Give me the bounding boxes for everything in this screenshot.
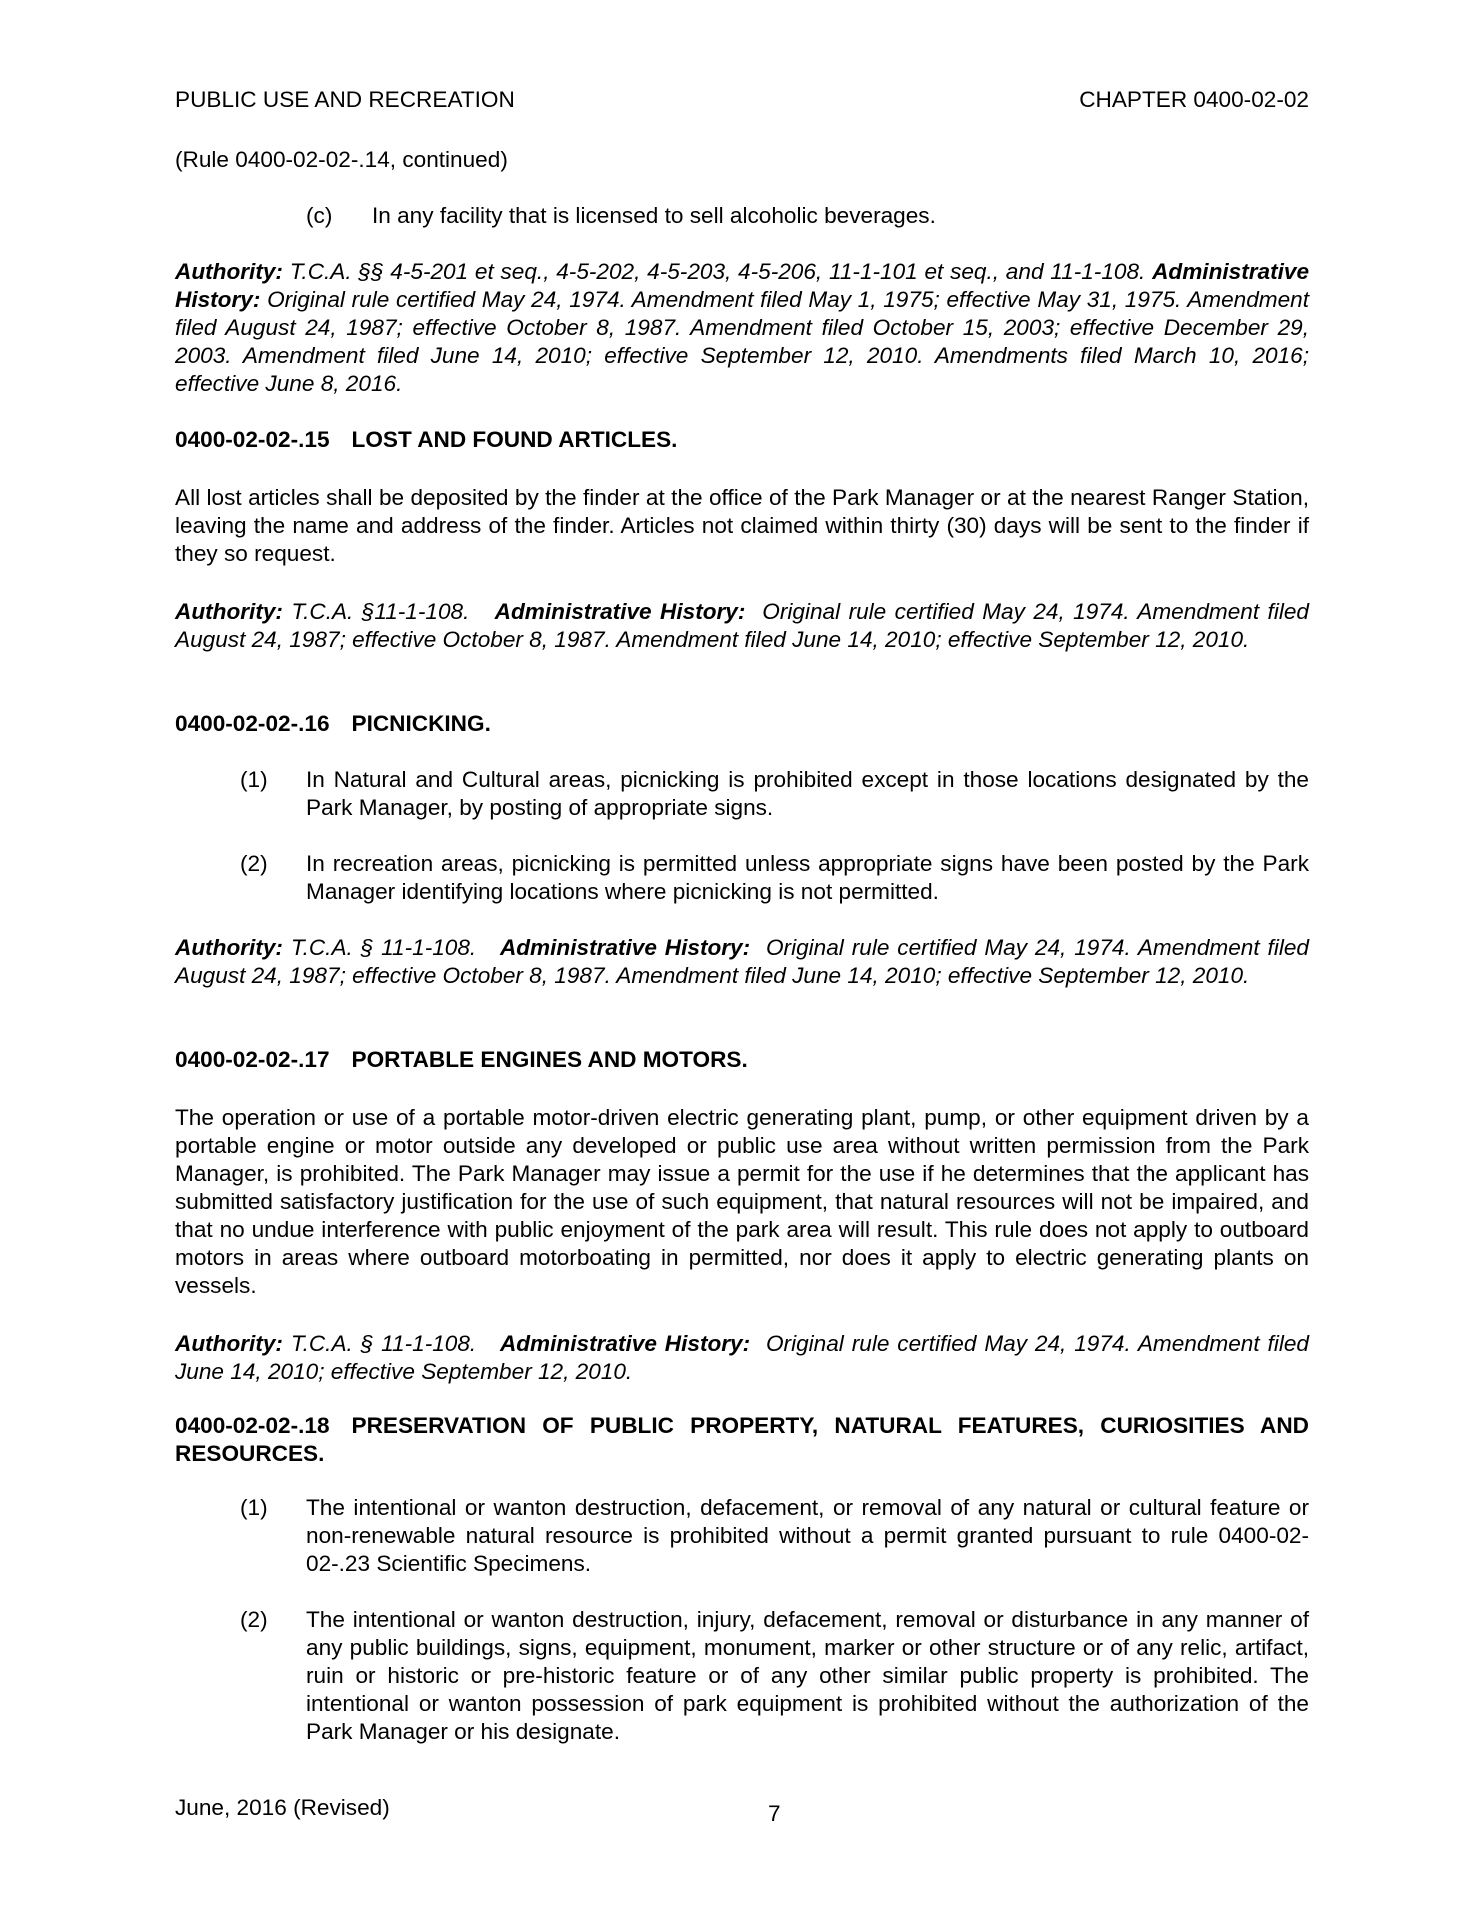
item-number: (1) [240,767,268,792]
authority-label: Authority: [175,259,283,284]
rule-code: 0400-02-02-.15 [175,427,330,452]
rule16-authority [175,934,1309,990]
authority-label: Authority: [175,935,283,960]
rule15-heading [175,426,1309,454]
history-text: Original rule certified May 24, 1974. Amendment filed June 14, 2010; effective September 12, 2010. [175,1331,1309,1384]
item-text: The intentional or wanton destruction, defacement, or removal of any natural or cultural feature or non-renewable natural resource is prohibited without a permit granted pursuant to rule 0400-02-02-.23 Scientific Specimens. [306,1495,1309,1576]
rule15-body: All lost articles shall be deposited by the finder at the office of the Park Manager or at the nearest Ranger Station, leaving the name and address of the finder. Articles not claimed within thirty (30) days will be sent to the finder if they so request. [175,485,1309,566]
rule15-authority [175,598,1309,654]
rule17-authority [175,1330,1309,1386]
item-text: In recreation areas, picnicking is permitted unless appropriate signs have been posted by the Park Manager identifying locations where picnicking is not permitted. [306,851,1309,904]
rule-title: LOST AND FOUND ARTICLES. [351,427,678,452]
rule14-item-c [306,202,1309,230]
history-label: Administrative History: [499,935,751,960]
history-label: Administrative History: [175,259,1310,312]
item-text: The intentional or wanton destruction, injury, defacement, removal or disturbance in any manner of any public buildings, signs, equipment, monument, marker or other structure or of any relic, artifact, ruin or historic or pre-historic feature or of any other similar public property is prohibited. The intentional or wanton possession of park equipment is prohibited without the authorization of the Park Manager or his designate. [306,1607,1309,1744]
header-chapter: CHAPTER 0400-02-02 [1079,87,1309,112]
history-text: Original rule certified May 24, 1974. Amendment filed August 24, 1987; effective October 8, 1987. Amendment filed June 14, 2010; effective September 12, 2010. [175,935,1309,988]
header-title: PUBLIC USE AND RECREATION [175,87,515,112]
authority-text: T.C.A. §11-1-108. [291,599,470,624]
rule16-item-2 [240,850,1309,906]
rule18-item-2 [240,1606,1309,1746]
rule16-heading [175,710,1309,738]
rule-code: 0400-02-02-.17 [175,1047,330,1072]
history-label: Administrative History: [499,1331,751,1356]
continued-note: (Rule 0400-02-02-.14, continued) [175,147,508,172]
item-number: (2) [240,1607,268,1632]
rule18-heading [175,1412,1309,1468]
authority-text: T.C.A. §§ 4-5-201 et seq., 4-5-202, 4-5-203, 4-5-206, 11-1-101 et seq., and 11-1-108. [289,259,1146,284]
item-text: In Natural and Cultural areas, picnicking is prohibited except in those locations designated by the Park Manager, by posting of appropriate signs. [306,767,1309,820]
authority-text: T.C.A. § 11-1-108. [290,935,477,960]
authority-text: T.C.A. § 11-1-108. [290,1331,477,1356]
rule18-item-1 [240,1494,1309,1578]
item-text: In any facility that is licensed to sell alcoholic beverages. [372,203,936,228]
authority-label: Authority: [175,599,283,624]
rule17-heading [175,1046,1309,1074]
authority-label: Authority: [175,1331,283,1356]
history-text: Original rule certified May 24, 1974. Amendment filed August 24, 1987; effective October 8, 1987. Amendment filed June 14, 2010; effective September 12, 2010. [175,599,1309,652]
rule17-body: The operation or use of a portable motor-driven electric generating plant, pump, or other equipment driven by a portable engine or motor outside any developed or public use area without written permission from the Park Manager, is prohibited. The Park Manager may issue a permit for the use if he determines that the applicant has submitted satisfactory justification for the use of such equipment, that natural resources will not be impaired, and that no undue interference with public enjoyment of the park area will result. This rule does not apply to outboard motors in areas where outboard motorboating in permitted, nor does it apply to electric generating plants on vessels. [175,1105,1309,1298]
rule-code: 0400-02-02-.18 [175,1413,330,1438]
item-number: (2) [240,851,268,876]
rule16-item-1 [240,766,1309,822]
rule14-authority [175,258,1309,398]
rule-code: 0400-02-02-.16 [175,711,330,736]
item-number: (1) [240,1495,268,1520]
page-number: 7 [768,1801,781,1826]
rule-title: PORTABLE ENGINES AND MOTORS. [351,1047,748,1072]
history-label: Administrative History: [494,599,746,624]
rule-title: PRESERVATION OF PUBLIC PROPERTY, NATURAL FEATURES, CURIOSITIES AND RESOURCES. [175,1413,1309,1466]
footer-date: June, 2016 (Revised) [175,1795,390,1820]
item-number: (c) [306,203,333,228]
history-text: Original rule certified May 24, 1974. Amendment filed May 1, 1975; effective May 31, 1975. Amendment filed August 24, 1987; effective October 8, 1987. Amendment filed October 15, 2003; effective December 29, 2003. Amendment filed June 14, 2010; effective September 12, 2010. Amendments filed March 10, 2016; effective June 8, 2016. [175,287,1310,396]
rule-title: PICNICKING. [351,711,491,736]
